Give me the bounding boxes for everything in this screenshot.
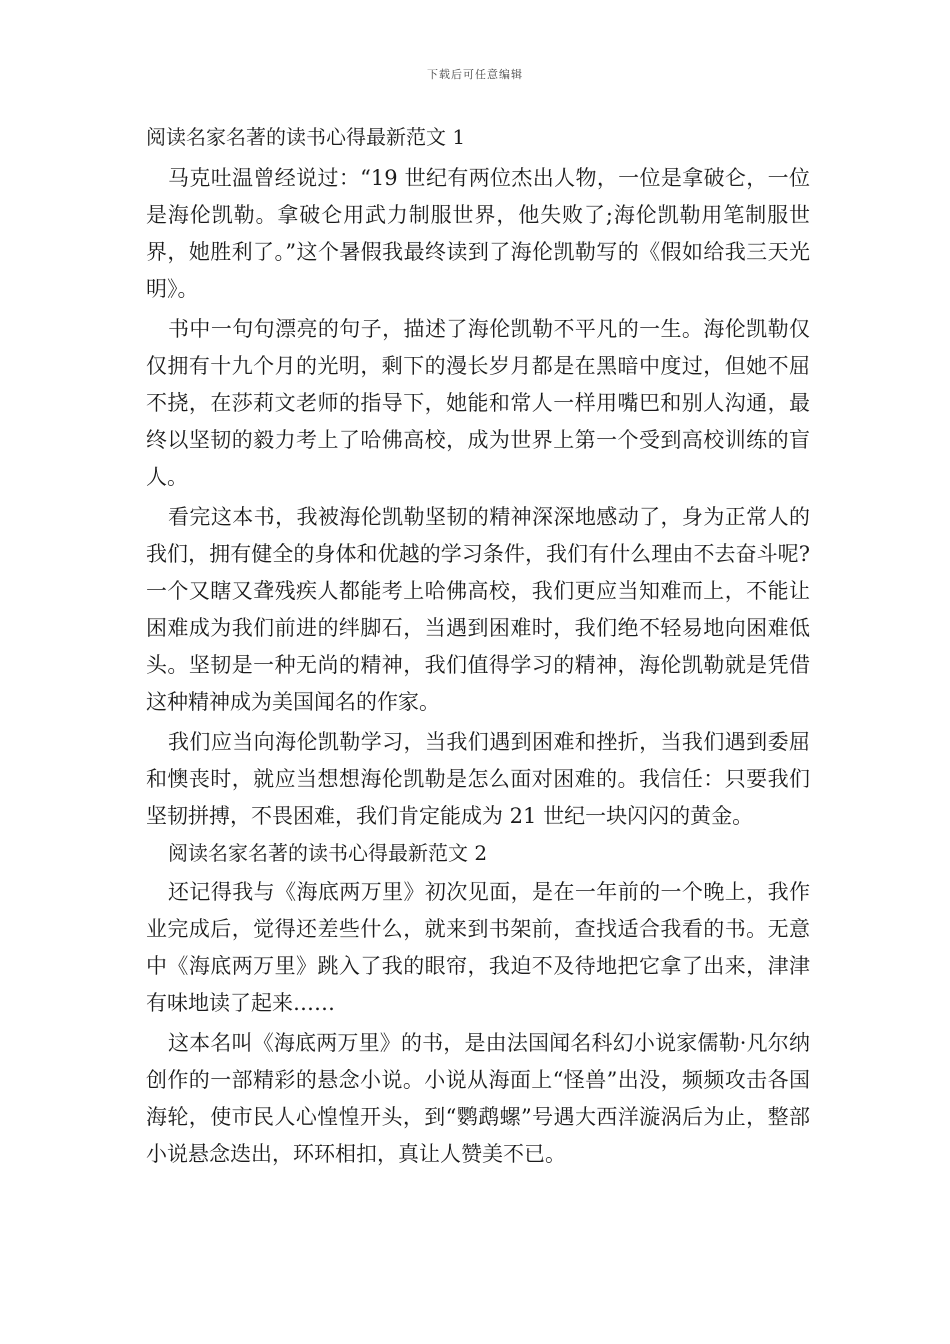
article-2-paragraph-2: 这本名叫《海底两万里》的书，是由法国闻名科幻小说家儒勒·凡尔纳创作的一部精彩的悬念小说。小说从海面上“怪兽”出没，频频攻击各国海轮，使市民人心惶惶开头，到“鹦鹉螺”号遇大西洋漩涡后为止，整部小说悬念迭出，环环相扣，真让人赞美不已。: [146, 1031, 810, 1166]
article-2-title: 阅读名家名著的读书心得最新范文 2: [168, 841, 488, 865]
document-body: [146, 122, 810, 1176]
article-1-paragraph-3: 看完这本书，我被海伦凯勒坚韧的精神深深地感动了，身为正常人的我们，拥有健全的身体和优越的学习条件，我们有什么理由不去奋斗呢?一个又瞎又聋残疾人都能考上哈佛高校，我们更应当知难而上，不能让困难成为我们前进的绊脚石，当遇到困难时，我们绝不轻易地向困难低头。坚韧是一种无尚的精神，我们值得学习的精神，海伦凯勒就是凭借这种精神成为美国闻名的作家。: [146, 505, 810, 714]
article-1-title: 阅读名家名著的读书心得最新范文 1: [146, 125, 466, 149]
header-note: 下载后可任意编辑: [427, 68, 523, 81]
article-1-paragraph-2: 书中一句句漂亮的句子，描述了海伦凯勒不平凡的一生。海伦凯勒仅仅拥有十九个月的光明，剩下的漫长岁月都是在黑暗中度过，但她不屈不挠，在莎莉文老师的指导下，她能和常人一样用嘴巴和别人沟通，最终以坚韧的毅力考上了哈佛高校，成为世界上第一个受到高校训练的盲人。: [146, 317, 810, 489]
article-1-paragraph-4: 我们应当向海伦凯勒学习，当我们遇到困难和挫折，当我们遇到委屈和懊丧时，就应当想想海伦凯勒是怎么面对困难的。我信任：只要我们坚韧拼搏，不畏困难，我们肯定能成为 21 世纪一块闪闪的黄金。: [146, 730, 810, 828]
article-2-paragraph-1: 还记得我与《海底两万里》初次见面，是在一年前的一个晚上，我作业完成后，觉得还差些什么，就来到书架前，查找适合我看的书。无意中《海底两万里》跳入了我的眼帘，我迫不及待地把它拿了出来，津津有味地读了起来……: [146, 880, 810, 1015]
article-1-paragraph-1: 马克吐温曾经说过：“19 世纪有两位杰出人物，一位是拿破仑，一位是海伦凯勒。拿破仑用武力制服世界，他失败了;海伦凯勒用笔制服世界，她胜利了。”这个暑假我最终读到了海伦凯勒写的《假如给我三天光明》。: [146, 166, 810, 301]
